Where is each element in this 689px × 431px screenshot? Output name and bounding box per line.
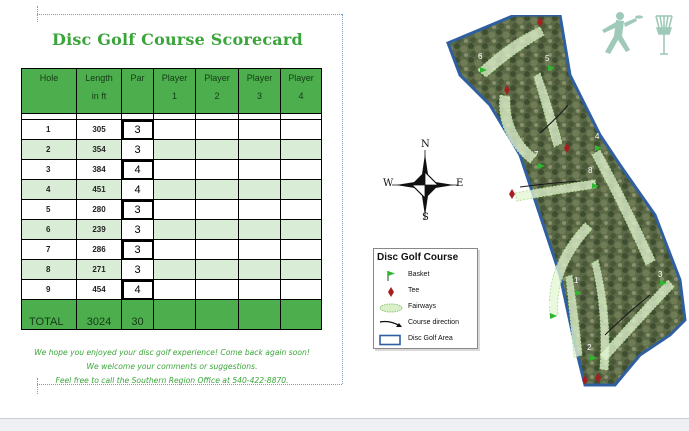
score-cell[interactable]: [239, 120, 281, 140]
score-cell[interactable]: [281, 180, 322, 200]
table-row: [22, 140, 322, 160]
hole-length: 454: [77, 280, 122, 300]
compass-south: S: [422, 212, 429, 223]
map-hole-5: 5: [545, 54, 550, 63]
length-column-header: Length in ft: [77, 69, 122, 114]
table-row: [22, 220, 322, 240]
total-score-cell[interactable]: [154, 300, 196, 330]
score-cell[interactable]: [281, 280, 322, 300]
hole-par: 3: [122, 200, 154, 220]
score-cell[interactable]: [239, 260, 281, 280]
margin-guide-left: [37, 6, 38, 22]
total-label: TOTAL: [22, 300, 77, 330]
score-cell[interactable]: [239, 160, 281, 180]
map-hole-8: 8: [588, 166, 593, 175]
total-score-cell[interactable]: [196, 300, 239, 330]
hole-number: 5: [22, 200, 77, 220]
hole-length: 451: [77, 180, 122, 200]
compass-north: N: [421, 139, 430, 150]
player-4-header: Player 4: [281, 69, 322, 114]
margin-guide-top: [37, 14, 342, 15]
hole-par: 4: [122, 180, 154, 200]
score-cell[interactable]: [196, 220, 239, 240]
hole-number: 1: [22, 120, 77, 140]
footer-message: [17, 346, 327, 388]
table-row: [22, 120, 322, 140]
hole-number: 4: [22, 180, 77, 200]
hole-length: 271: [77, 260, 122, 280]
fairway-icon: [378, 302, 404, 314]
hole-par: 3: [122, 220, 154, 240]
page-title: Disc Golf Course Scorecard: [52, 30, 303, 49]
hole-par: 3: [122, 120, 154, 140]
score-cell[interactable]: [281, 260, 322, 280]
map-hole-1: 1: [574, 276, 579, 285]
map-legend: Disc Golf Course Basket Tee Fairways Course direction Disc Golf Area: [373, 248, 478, 349]
score-cell[interactable]: [196, 180, 239, 200]
map-hole-7: 7: [534, 150, 539, 159]
score-cell[interactable]: [239, 280, 281, 300]
score-cell[interactable]: [239, 180, 281, 200]
tee-diamond-icon: [378, 286, 404, 298]
total-score-cell[interactable]: [281, 300, 322, 330]
map-hole-3: 3: [658, 270, 663, 279]
table-row: [22, 160, 322, 180]
score-cell[interactable]: [281, 200, 322, 220]
score-cell[interactable]: [196, 280, 239, 300]
score-cell[interactable]: [239, 220, 281, 240]
score-cell[interactable]: [239, 240, 281, 260]
footer-line-1: We hope you enjoyed your disc golf experience! Come back again soon!: [34, 348, 310, 357]
score-cell[interactable]: [154, 280, 196, 300]
course-aerial-map: [440, 15, 689, 410]
hole-length: 384: [77, 160, 122, 180]
hole-number: 7: [22, 240, 77, 260]
score-cell[interactable]: [154, 240, 196, 260]
margin-guide-right: [342, 14, 343, 384]
map-hole-6: 6: [478, 52, 483, 61]
score-cell[interactable]: [196, 260, 239, 280]
hole-length: 280: [77, 200, 122, 220]
player-3-header: Player 3: [239, 69, 281, 114]
table-row: [22, 260, 322, 280]
total-par: 30: [122, 300, 154, 330]
course-arrow-icon: [378, 318, 404, 330]
score-cell[interactable]: [154, 180, 196, 200]
hole-number: 6: [22, 220, 77, 240]
total-row: [22, 300, 322, 330]
score-cell[interactable]: [154, 220, 196, 240]
player-1-header: Player 1: [154, 69, 196, 114]
score-cell[interactable]: [239, 200, 281, 220]
hole-par: 3: [122, 240, 154, 260]
hole-length: 286: [77, 240, 122, 260]
legend-title: Disc Golf Course: [377, 252, 459, 263]
score-cell[interactable]: [154, 120, 196, 140]
hole-length: 354: [77, 140, 122, 160]
score-cell[interactable]: [196, 140, 239, 160]
window-bottom-bar: [0, 418, 689, 431]
score-cell[interactable]: [196, 240, 239, 260]
table-row: [22, 280, 322, 300]
table-row: [22, 180, 322, 200]
compass-east: E: [456, 178, 464, 189]
map-hole-2: 2: [587, 343, 592, 352]
scorecard-table: [21, 68, 322, 330]
map-hole-9: 9: [546, 300, 551, 309]
hole-number: 2: [22, 140, 77, 160]
score-cell[interactable]: [281, 160, 322, 180]
hole-number: 8: [22, 260, 77, 280]
hole-par: 4: [122, 160, 154, 180]
hole-par: 3: [122, 260, 154, 280]
score-cell[interactable]: [154, 140, 196, 160]
score-cell[interactable]: [196, 160, 239, 180]
score-cell[interactable]: [196, 200, 239, 220]
hole-number: 3: [22, 160, 77, 180]
map-hole-4: 4: [595, 132, 600, 141]
score-cell[interactable]: [154, 260, 196, 280]
hole-number: 9: [22, 280, 77, 300]
hole-par: 4: [122, 280, 154, 300]
flag-icon: [378, 270, 404, 282]
header-row: [22, 69, 322, 114]
hole-length: 305: [77, 120, 122, 140]
score-cell[interactable]: [281, 140, 322, 160]
hole-length: 239: [77, 220, 122, 240]
score-cell[interactable]: [154, 200, 196, 220]
table-row: [22, 200, 322, 220]
score-cell[interactable]: [281, 240, 322, 260]
player-2-header: Player 2: [196, 69, 239, 114]
compass-west: W: [383, 178, 394, 189]
score-cell[interactable]: [281, 120, 322, 140]
score-cell[interactable]: [196, 120, 239, 140]
table-row: [22, 240, 322, 260]
area-box-icon: [378, 334, 404, 346]
total-score-cell[interactable]: [239, 300, 281, 330]
score-cell[interactable]: [239, 140, 281, 160]
score-cell[interactable]: [281, 220, 322, 240]
score-cell[interactable]: [154, 160, 196, 180]
hole-column-header: Hole: [22, 69, 77, 114]
par-column-header: Par: [122, 69, 154, 114]
total-length: 3024: [77, 300, 122, 330]
footer-line-3: Feel free to call the Southern Region Office at 540-422-8870.: [55, 376, 289, 385]
footer-line-2: We welcome your comments or suggestions.: [86, 362, 258, 371]
hole-par: 3: [122, 140, 154, 160]
